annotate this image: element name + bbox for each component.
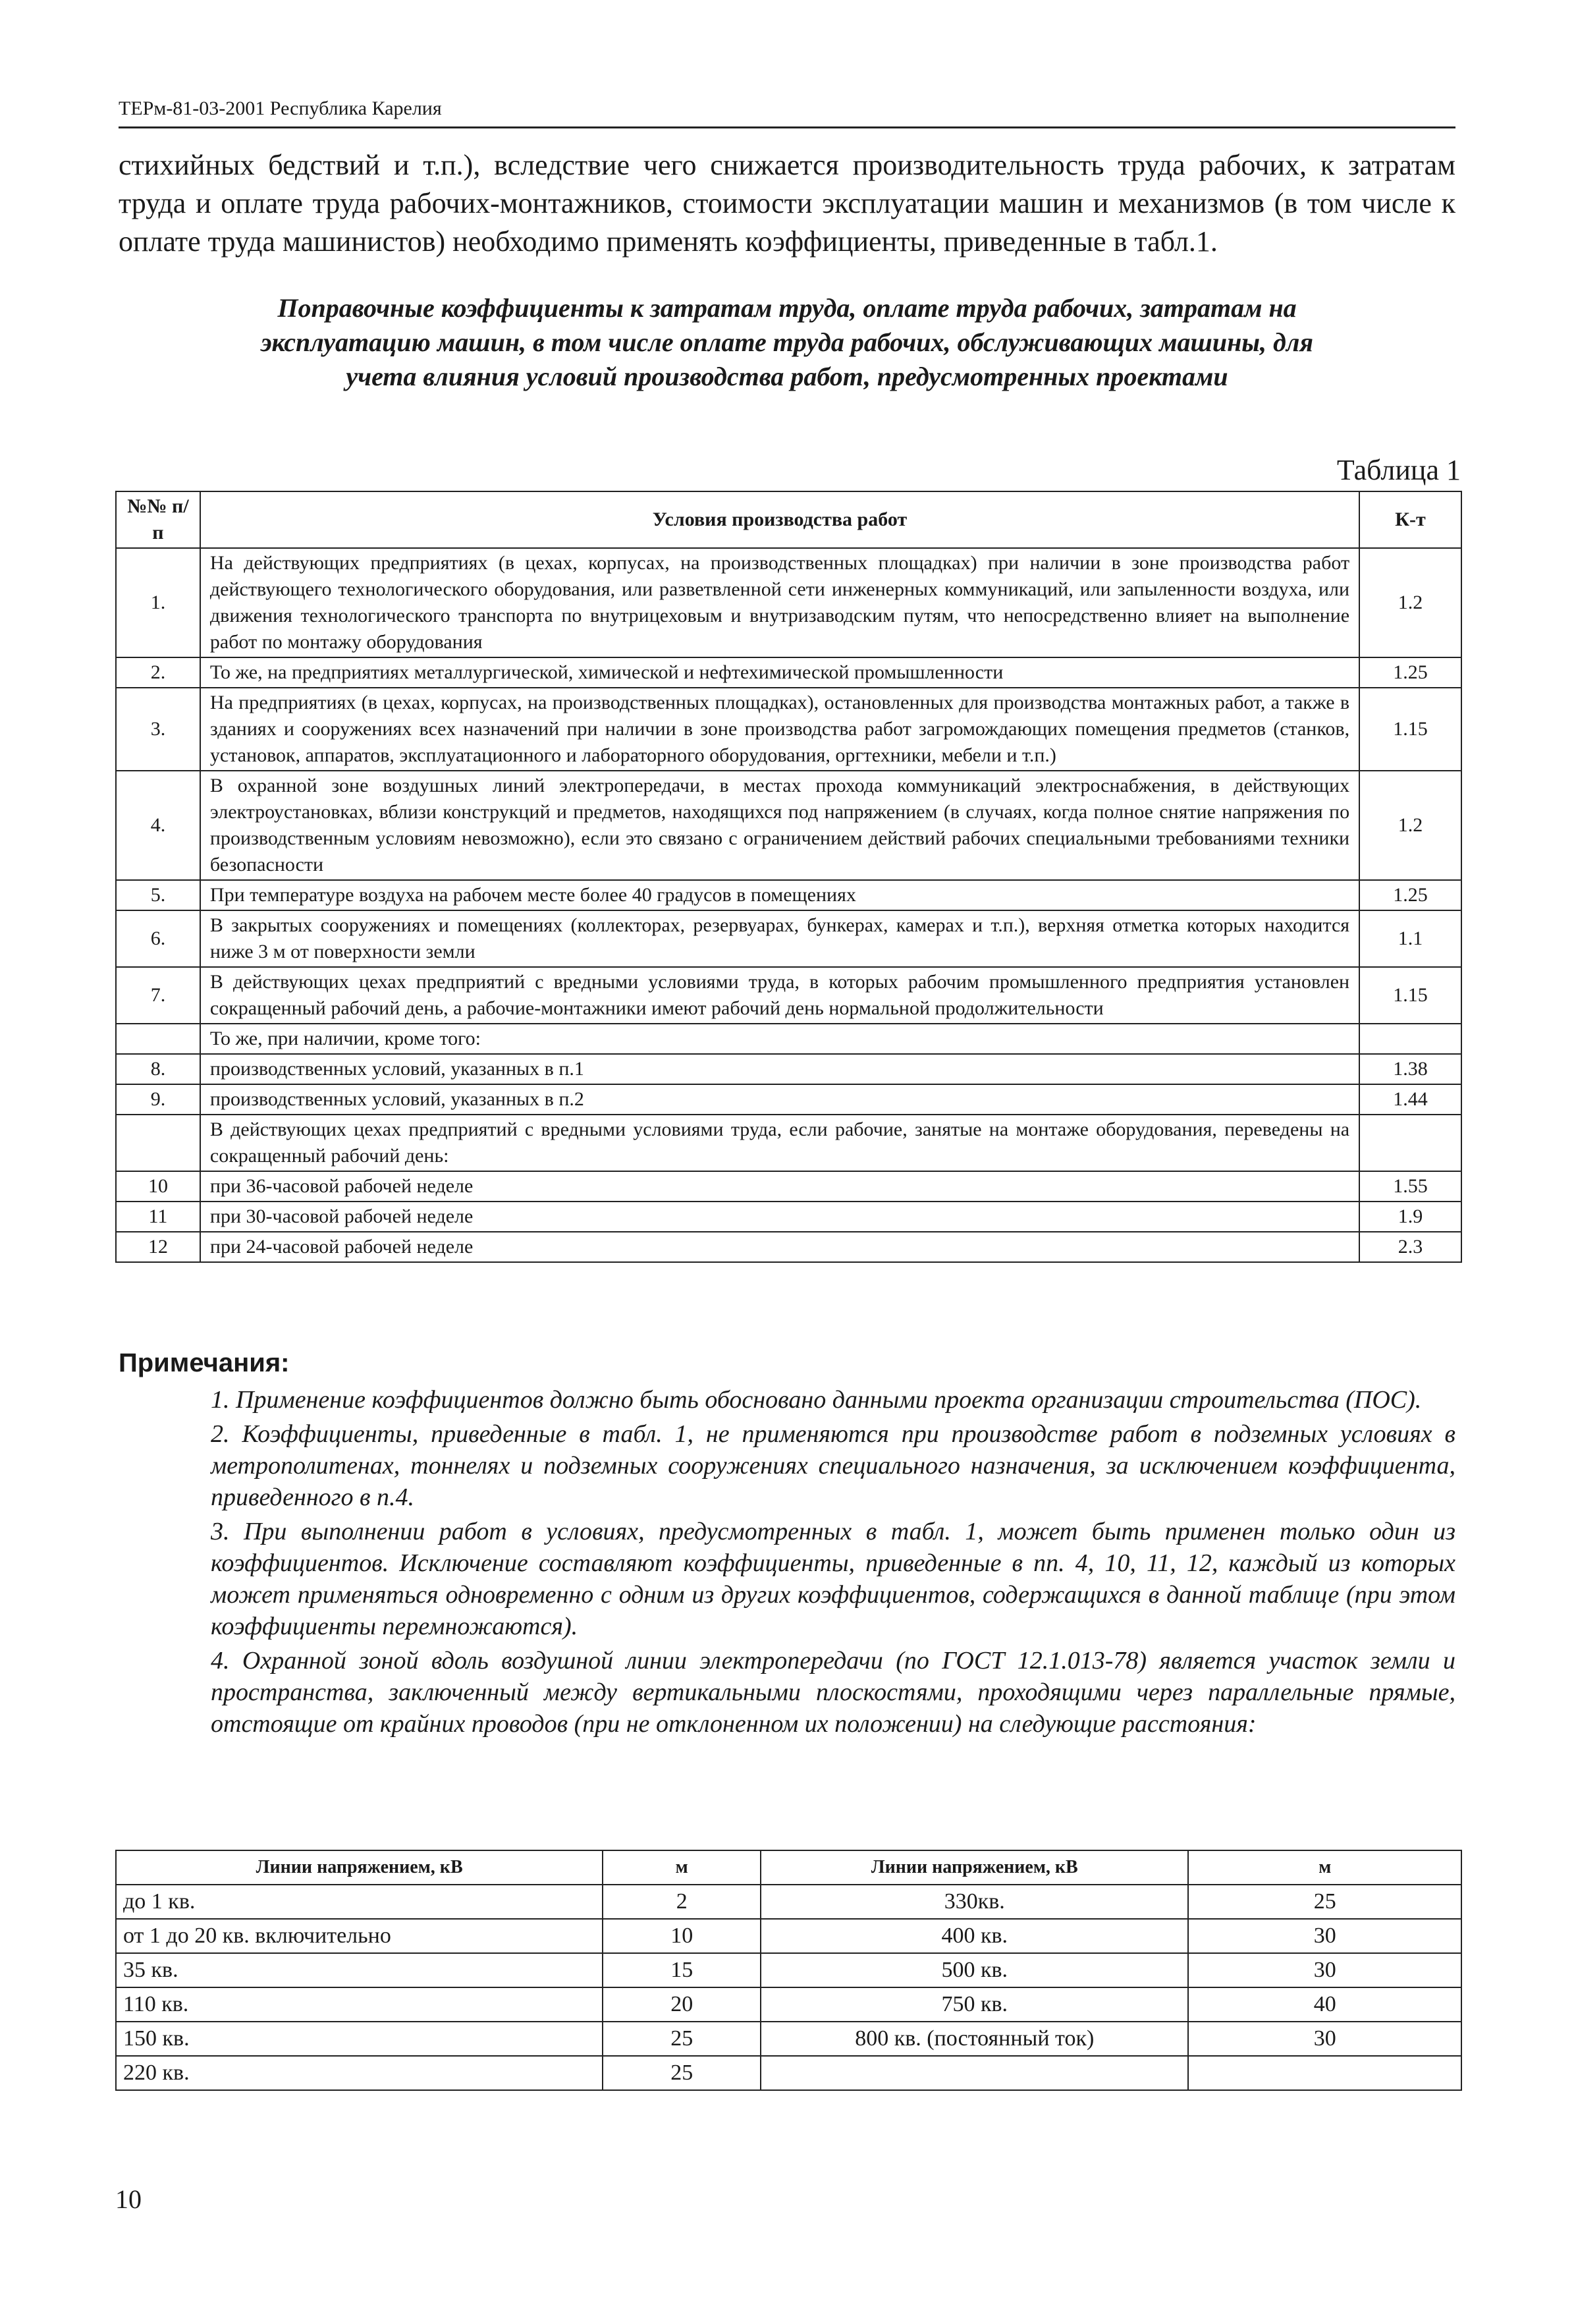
row-coefficient: 1.44 [1359,1084,1461,1115]
row-coefficient: 1.15 [1359,967,1461,1024]
row-coefficient [1359,1115,1461,1171]
row-condition: То же, на предприятиях металлургической, химической и нефтехимической промышленности [200,657,1359,688]
voltage-right: 400 кв. [761,1919,1188,1953]
row-condition: В действующих цехах предприятий с вредными условиями труда, если рабочие, занятые на монтаже оборудования, переведены на сокращенный рабочий день: [200,1115,1359,1171]
table-row [116,1024,1461,1054]
row-number [116,1024,200,1054]
voltage-left: до 1 кв. [116,1885,603,1919]
row-number: 8. [116,1054,200,1084]
row-coefficient: 1.55 [1359,1171,1461,1202]
header-coefficient: К-т [1359,491,1461,548]
row-number: 11 [116,1202,200,1232]
table-row [116,967,1461,1024]
table-row [116,910,1461,967]
protection-zone-table [115,1850,1462,2091]
table-row [116,688,1461,771]
row-condition: То же, при наличии, кроме того: [200,1024,1359,1054]
row-coefficient: 2.3 [1359,1232,1461,1262]
distance-left: 25 [603,2022,761,2056]
row-number: 9. [116,1084,200,1115]
protection-zone-table-body [116,1885,1461,2090]
header-conditions: Условия производства работ [200,491,1359,548]
notes-heading: Примечания: [119,1348,290,1377]
distance-left: 15 [603,1953,761,1987]
distance-right: 25 [1188,1885,1461,1919]
distance-left: 10 [603,1919,761,1953]
distance-left: 20 [603,1987,761,2022]
row-condition: при 24-часовой рабочей неделе [200,1232,1359,1262]
row-number: 10 [116,1171,200,1202]
voltage-left: 150 кв. [116,2022,603,2056]
row-coefficient: 1.9 [1359,1202,1461,1232]
note-item: 4. Охранной зоной вдоль воздушной линии электропередачи (по ГОСТ 12.1.013-78) является участок земли и пространства, заключенный между вертикальными плоскостями, проходящими через параллельные прямые, отстоящие от крайних проводов (при не отклоненном их положении) на следующие расстояния: [211,1647,1455,1738]
row-coefficient: 1.2 [1359,771,1461,880]
table-row [116,1987,1461,2022]
row-condition: при 30-часовой рабочей неделе [200,1202,1359,1232]
row-coefficient: 1.1 [1359,910,1461,967]
header-distance-left: м [603,1850,761,1885]
distance-right: 30 [1188,1919,1461,1953]
table-row [116,1054,1461,1084]
table-row [116,1171,1461,1202]
row-coefficient [1359,1024,1461,1054]
header-rule [119,126,1455,128]
row-condition: производственных условий, указанных в п.1 [200,1054,1359,1084]
table-row [116,657,1461,688]
row-condition: В действующих цехах предприятий с вредными условиями труда, в которых рабочим промышленного предприятия установлен сокращенный рабочий день, а рабочие-монтажники имеют рабочий день нормальной продолжительности [200,967,1359,1024]
distance-right: 30 [1188,2022,1461,2056]
table-row [116,1115,1461,1171]
header-num: №№ п/п [116,491,200,548]
intro-paragraph: стихийных бедствий и т.п.), вследствие чего снижается производительность труда рабочих, к затратам труда и оплате труда рабочих-монтажников, стоимости эксплуатации машин и механизмов (в том числе к оплате труда машинистов) необходимо применять коэффициенты, приведенные в табл.1. [119,149,1455,258]
table-row [116,1953,1461,1987]
page-number: 10 [115,2184,142,2214]
note-item: 3. При выполнении работ в условиях, предусмотренных в табл. 1, может быть применен только один из коэффициентов. Исключение составляют коэффициенты, приведенные в пп. 4, 10, 11, 12, каждый из которых может применяться одновременно с одним из других коэффициентов, содержащихся в данной таблице (при этом коэффициенты перемножаются). [211,1518,1455,1640]
row-number: 2. [116,657,200,688]
row-coefficient: 1.25 [1359,657,1461,688]
notes-section [119,1347,1455,1742]
row-number: 1. [116,548,200,657]
row-condition: На действующих предприятиях (в цехах, корпусах, на производственных площадках) при наличии в зоне производства работ действующего технологического оборудования, или разветвленной сети инженерных коммуникаций, или запыленности воздуха, или движения технологического транспорта по внутрицеховым и внутризаводским путям, что непосредственно влияет на выполнение работ по монтажу оборудования [200,548,1359,657]
voltage-right: 330кв. [761,1885,1188,1919]
coefficients-table-body [116,548,1461,1262]
distance-right [1188,2056,1461,2090]
coefficients-table [115,491,1462,1263]
table-header-row [116,1850,1461,1885]
row-condition: В закрытых сооружениях и помещениях (коллекторах, резервуарах, бункерах, камерах и т.п.), верхняя отметка которых находится ниже 3 м от поверхности земли [200,910,1359,967]
table-header-row [116,491,1461,548]
row-coefficient: 1.15 [1359,688,1461,771]
row-coefficient: 1.25 [1359,880,1461,910]
table-row [116,1232,1461,1262]
distance-left: 2 [603,1885,761,1919]
voltage-right: 500 кв. [761,1953,1188,1987]
table-row [116,771,1461,880]
distance-right: 40 [1188,1987,1461,2022]
voltage-left: 110 кв. [116,1987,603,2022]
header-voltage-right: Линии напряжением, кВ [761,1850,1188,1885]
header-voltage-left: Линии напряжением, кВ [116,1850,603,1885]
running-header: ТЕРм-81-03-2001 Республика Карелия [119,97,442,119]
voltage-left: 220 кв. [116,2056,603,2090]
row-condition: При температуре воздуха на рабочем месте более 40 градусов в помещениях [200,880,1359,910]
note-item: 1. Применение коэффициентов должно быть обосновано данными проекта организации строительства (ПОС). [211,1386,1422,1414]
row-condition: В охранной зоне воздушных линий электропередачи, в местах прохода коммуникаций электроснабжения, в действующих электроустановках, вблизи конструкций и предметов, находящихся под напряжением (в случаях, когда полное снятие напряжения по производственным условиям невозможно), если это связано с ограничением действий рабочих специальными требованиями техники безопасности [200,771,1359,880]
table-1-title: Поправочные коэффициенты к затратам труда, оплате труда рабочих, затратам на эксплуатацию машин, в том числе оплате труда рабочих, обслуживающих машины, для учета влияния условий производства работ, предусмотренных проектами [260,293,1314,391]
row-number: 4. [116,771,200,880]
table-row [116,2056,1461,2090]
table-row [116,1885,1461,1919]
table-row [116,1084,1461,1115]
row-condition: при 36-часовой рабочей неделе [200,1171,1359,1202]
row-number: 3. [116,688,200,771]
voltage-left: от 1 до 20 кв. включительно [116,1919,603,1953]
row-condition: производственных условий, указанных в п.2 [200,1084,1359,1115]
voltage-right: 750 кв. [761,1987,1188,2022]
distance-left: 25 [603,2056,761,2090]
note-item: 2. Коэффициенты, приведенные в табл. 1, не применяются при производстве работ в подземных условиях в метрополитенах, тоннелях и подземных сооружениях специального назначения, за исключением коэффициента, приведенного в п.4. [211,1420,1455,1511]
row-number: 7. [116,967,200,1024]
table-row [116,1202,1461,1232]
table-row [116,1919,1461,1953]
table-row [116,2022,1461,2056]
row-coefficient: 1.2 [1359,548,1461,657]
row-number [116,1115,200,1171]
voltage-right [761,2056,1188,2090]
row-number: 12 [116,1232,200,1262]
voltage-right: 800 кв. (постоянный ток) [761,2022,1188,2056]
voltage-left: 35 кв. [116,1953,603,1987]
header-distance-right: м [1188,1850,1461,1885]
distance-right: 30 [1188,1953,1461,1987]
table-1-label: Таблица 1 [1336,454,1461,486]
row-coefficient: 1.38 [1359,1054,1461,1084]
table-row [116,548,1461,657]
row-number: 6. [116,910,200,967]
row-condition: На предприятиях (в цехах, корпусах, на производственных площадках), остановленных для производства монтажных работ, а также в зданиях и сооружениях всех назначений при наличии в зоне производства работ загромождающих помещения предметов (станков, установок, аппаратов, эксплуатационного и лабораторного оборудования, оргтехники, мебели и т.п.) [200,688,1359,771]
table-row [116,880,1461,910]
row-number: 5. [116,880,200,910]
